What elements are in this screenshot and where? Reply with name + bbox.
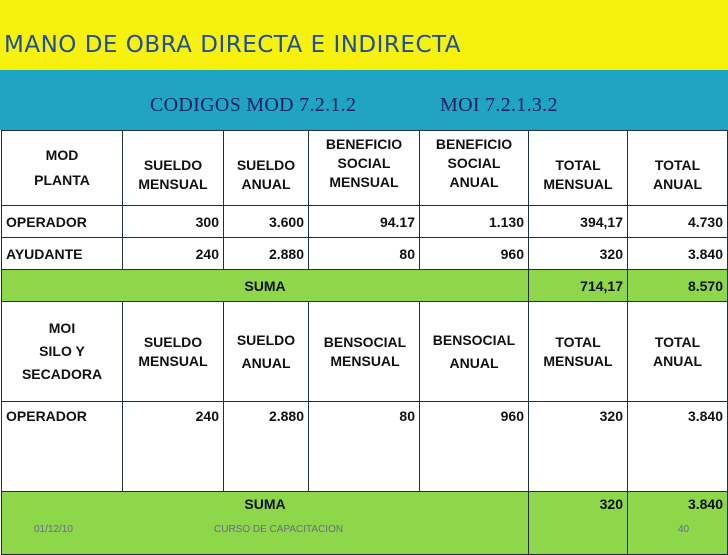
mod-sum-row xyxy=(2,270,728,302)
header-total-anual: TOTAL ANUAL xyxy=(628,302,728,402)
total-anual-cell: 3.840 xyxy=(628,402,728,492)
beneficio-anual-cell: 960 xyxy=(420,238,529,270)
beneficio-mensual-cell: 80 xyxy=(309,238,420,270)
table-row xyxy=(2,238,728,270)
codes-bar xyxy=(0,70,728,130)
footer-course: CURSO DE CAPACITACION xyxy=(214,524,344,535)
slide-title: MANO DE OBRA DIRECTA E INDIRECTA xyxy=(4,32,461,58)
total-mensual-cell: 394,17 xyxy=(529,206,628,238)
bensocial-anual-cell: 960 xyxy=(420,402,529,492)
row-name: OPERADOR xyxy=(2,206,123,238)
header-mod-planta: MOD PLANTA xyxy=(2,131,123,206)
header-sueldo-mensual: SUELDO MENSUAL xyxy=(123,131,224,206)
sueldo-anual-cell: 2.880 xyxy=(224,238,309,270)
sum-label: SUMA xyxy=(2,492,529,555)
header-beneficio-mensual: BENEFICIO SOCIAL MENSUAL xyxy=(309,131,420,206)
codes-line xyxy=(150,94,558,117)
total-anual-cell: 3.840 xyxy=(628,238,728,270)
header-total-mensual: TOTAL MENSUAL xyxy=(529,302,628,402)
moi-code: MOI 7.2.1.3.2 xyxy=(440,94,558,116)
beneficio-anual-cell: 1.130 xyxy=(420,206,529,238)
header-beneficio-anual: BENEFICIO SOCIAL ANUAL xyxy=(420,131,529,206)
total-mensual-cell: 320 xyxy=(529,402,628,492)
sum-total-mensual: 714,17 xyxy=(529,270,628,302)
sum-total-anual: 3.840 xyxy=(628,492,728,555)
table-row xyxy=(2,402,728,492)
bensocial-mensual-cell: 80 xyxy=(309,402,420,492)
labor-cost-table xyxy=(1,130,728,555)
footer-page-number: 40 xyxy=(678,524,690,535)
total-mensual-cell: 320 xyxy=(529,238,628,270)
sum-label: SUMA xyxy=(2,270,529,302)
sueldo-mensual-cell: 240 xyxy=(123,402,224,492)
header-bensocial-anual: BENSOCIAL ANUAL xyxy=(420,302,529,402)
header-sueldo-anual: SUELDO ANUAL xyxy=(224,302,309,402)
sum-total-mensual: 320 xyxy=(529,492,628,555)
header-sueldo-mensual: SUELDO MENSUAL xyxy=(123,302,224,402)
beneficio-mensual-cell: 94.17 xyxy=(309,206,420,238)
header-total-anual: TOTAL ANUAL xyxy=(628,131,728,206)
header-sueldo-anual: SUELDO ANUAL xyxy=(224,131,309,206)
header-total-mensual: TOTAL MENSUAL xyxy=(529,131,628,206)
moi-header-row xyxy=(2,302,728,402)
mod-code: CODIGOS MOD 7.2.1.2 xyxy=(150,94,357,116)
total-anual-cell: 4.730 xyxy=(628,206,728,238)
sueldo-mensual-cell: 240 xyxy=(123,238,224,270)
row-name: AYUDANTE xyxy=(2,238,123,270)
sueldo-anual-cell: 3.600 xyxy=(224,206,309,238)
sueldo-anual-cell: 2.880 xyxy=(224,402,309,492)
footer-date: 01/12/10 xyxy=(34,524,73,535)
table-row xyxy=(2,206,728,238)
header-bensocial-mensual: BENSOCIAL MENSUAL xyxy=(309,302,420,402)
row-name: OPERADOR xyxy=(2,402,123,492)
header-moi-silo-secadora: MOI SILO Y SECADORA xyxy=(2,302,123,402)
mod-header-row xyxy=(2,131,728,206)
sueldo-mensual-cell: 300 xyxy=(123,206,224,238)
moi-sum-row xyxy=(2,492,728,555)
sum-total-anual: 8.570 xyxy=(628,270,728,302)
